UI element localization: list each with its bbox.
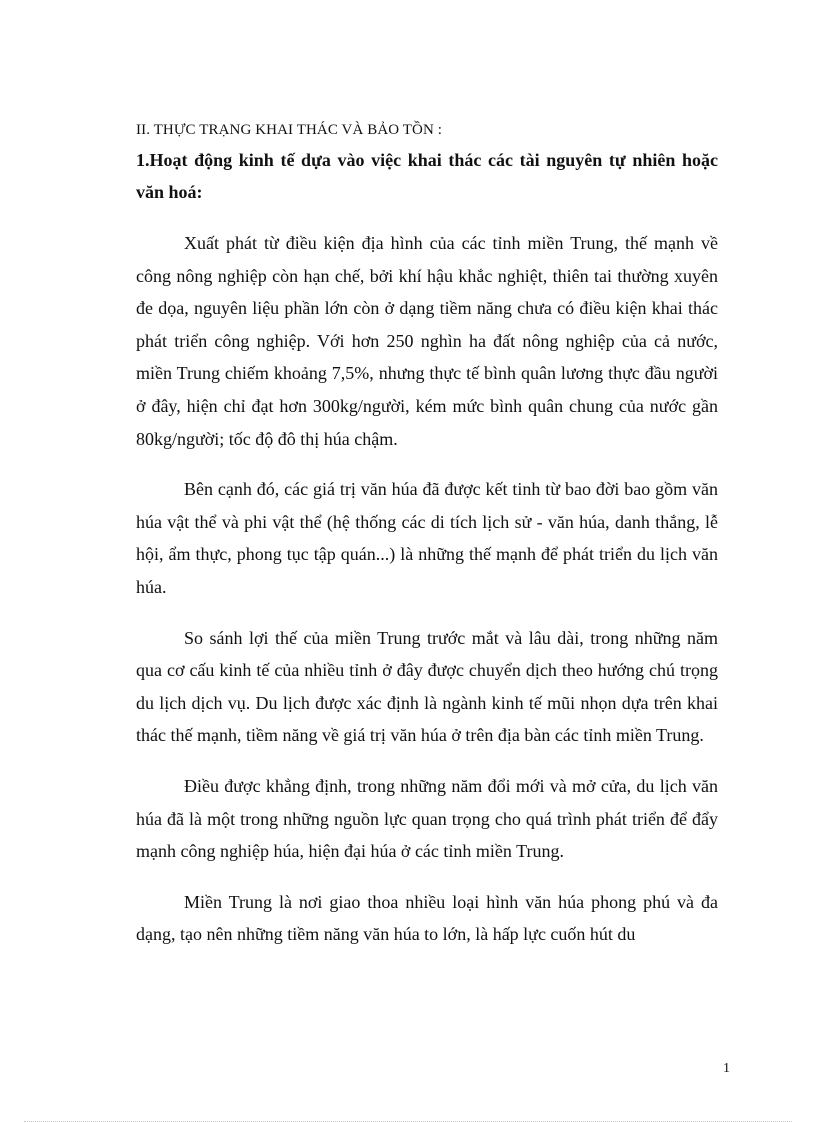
page-bottom-divider	[24, 1121, 792, 1122]
paragraph-4: Điều được khẳng định, trong những năm đổi mới và mở cửa, du lịch văn húa đã là một trong những nguồn lực quan trọng cho quá trình phát triển để đẩy mạnh công nghiệp húa, hiện đại húa ở các tỉnh miền Trung.	[136, 775, 718, 862]
paragraph-1: Xuất phát từ điều kiện địa hình của các tỉnh miền Trung, thế mạnh về công nông nghiệp còn hạn chế, bởi khí hậu khắc nghiệt, thiên tai thường xuyên đe dọa, nguyên liệu phần lớn còn ở dạng tiềm năng chưa có điều kiện khai thác phát triển công nghiệp. Với hơn 250 nghìn ha đất nông nghiệp của cả nước, miền Trung chiếm khoảng 7,5%, nhưng thực tế bình quân lương thực đầu người ở đây, hiện chỉ đạt hơn 300kg/người, kém mức bình quân chung của nước gần 80kg/người; tốc độ đô thị húa chậm.	[136, 233, 718, 449]
page-number: 1	[723, 1061, 730, 1076]
page-content	[136, 120, 718, 951]
paragraph-3: So sánh lợi thế của miền Trung trước mắt và lâu dài, trong những năm qua cơ cấu kinh tế của nhiều tỉnh ở đây được chuyển dịch theo hướng chú trọng du lịch dịch vụ. Du lịch được xác định là ngành kinh tế mũi nhọn dựa trên khai thác thế mạnh, tiềm năng về giá trị văn húa ở trên địa bàn các tỉnh miền Trung.	[136, 627, 718, 746]
section-heading: II. THỰC TRẠNG KHAI THÁC VÀ BẢO TỒN :	[136, 122, 443, 138]
sub-heading: 1.Hoạt động kinh tế dựa vào việc khai thác các tài nguyên tự nhiên hoặc văn hoá:	[136, 150, 718, 202]
paragraph-5: Miền Trung là nơi giao thoa nhiều loại hình văn húa phong phú và đa dạng, tạo nên những tiềm năng văn húa to lớn, là hấp lực cuốn hút du	[136, 891, 718, 945]
paragraph-2: Bên cạnh đó, các giá trị văn húa đã được kết tinh từ bao đời bao gồm văn húa vật thể và phi vật thể (hệ thống các di tích lịch sử - văn húa, danh thắng, lễ hội, ẩm thực, phong tục tập quán...) là những thế mạnh để phát triển du lịch văn húa.	[136, 479, 718, 597]
